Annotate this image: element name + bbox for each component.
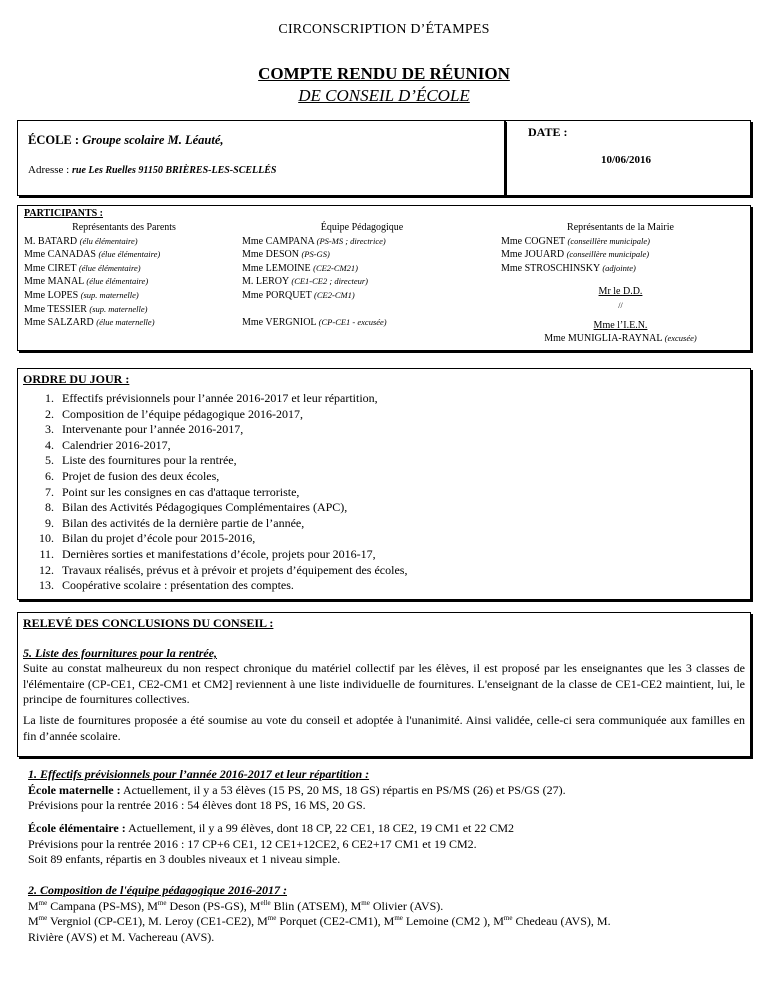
ordre-item-text: Bilan du projet d’école pour 2015-2016, bbox=[62, 531, 256, 546]
maternelle-previsions: Prévisions pour la rentrée 2016 : 54 élèves dont 18 PS, 16 MS, 20 GS. bbox=[28, 798, 366, 812]
ordre-item bbox=[28, 407, 407, 423]
equipe-name: Mme DESON bbox=[242, 249, 299, 261]
report-subtitle: DE CONSEIL D’ÉCOLE bbox=[298, 86, 470, 105]
equipe-row bbox=[242, 248, 482, 262]
section2 bbox=[28, 883, 748, 945]
parents-row bbox=[24, 262, 224, 276]
ordre-item bbox=[28, 469, 407, 485]
ecole-box bbox=[17, 120, 505, 196]
mairie-row bbox=[498, 248, 743, 262]
elementaire-text: Actuellement, il y a 99 élèves, dont 18 CP, 22 CE1, 18 CE2, 19 CM1 et 22 CM2 bbox=[128, 821, 515, 835]
parents-name: Mme CIRET bbox=[24, 262, 77, 274]
adresse-label: Adresse : bbox=[28, 164, 70, 176]
ordre-item-text: Bilan des Activités Pédagogiques Complémentaires (APC), bbox=[62, 500, 348, 515]
sup-me: me bbox=[157, 898, 167, 907]
parents-role: (élu élémentaire) bbox=[79, 235, 138, 246]
ordre-item bbox=[28, 422, 407, 438]
ordre-item-number: 7. bbox=[45, 484, 54, 499]
sup-me: me bbox=[394, 914, 403, 922]
equipe-name: Mme LEMOINE bbox=[242, 262, 311, 274]
text-deson: Deson (PS-GS), M bbox=[166, 898, 261, 913]
parents-row bbox=[24, 275, 224, 289]
ordre-item bbox=[28, 563, 407, 579]
equipe-heading: Équipe Pédagogique bbox=[320, 222, 404, 233]
parents-column bbox=[24, 221, 224, 330]
mairie-list bbox=[498, 235, 743, 276]
ecole-label: ÉCOLE : bbox=[28, 133, 80, 147]
section1 bbox=[28, 767, 748, 814]
equipe-name: Mme VERGNIOL bbox=[242, 317, 317, 329]
equipe-row bbox=[242, 275, 482, 289]
releve-title: RELEVÉ DES CONCLUSIONS DU CONSEIL : bbox=[23, 616, 274, 630]
ordre-item bbox=[28, 438, 407, 454]
dd-label: Mr le D.D. bbox=[598, 286, 643, 298]
sup-elle: elle bbox=[260, 898, 271, 907]
equipe-list bbox=[242, 235, 482, 330]
mairie-column bbox=[498, 221, 743, 346]
parents-row bbox=[24, 235, 224, 249]
parents-row bbox=[24, 303, 224, 317]
mairie-row bbox=[498, 262, 743, 276]
ordre-item-text: Travaux réalisés, prévus et à prévoir et projets d’équipement des écoles, bbox=[62, 562, 408, 577]
equipe-role: (CE2-CM1) bbox=[314, 289, 355, 300]
date-label: DATE : bbox=[528, 125, 568, 139]
report-title: COMPTE RENDU DE RÉUNION bbox=[258, 64, 510, 83]
section2-line-1 bbox=[28, 899, 748, 915]
text-chedeau: Chedeau (AVS), M. bbox=[512, 914, 611, 928]
text-campana: Campana (PS-MS), M bbox=[47, 898, 158, 913]
mairie-role: (conseillère municipale) bbox=[566, 249, 650, 260]
participants-title: PARTICIPANTS : bbox=[24, 208, 104, 219]
section5-paragraph-2: La liste de fournitures proposée a été soumise au vote du conseil et adoptée à l'unanimité. Ainsi validée, celle-ci sera communiquée aux familles en fin d’année scolaire. bbox=[23, 713, 745, 743]
elementaire-soit: Soit 89 enfants, répartis en 3 doubles niveaux et 1 niveau simple. bbox=[28, 852, 341, 866]
equipe-name: Mme CAMPANA bbox=[242, 235, 315, 247]
ordre-item-text: Point sur les consignes en cas d'attaque terroriste, bbox=[62, 484, 300, 499]
text-m: M bbox=[28, 898, 39, 913]
ordre-item-text: Projet de fusion des deux écoles, bbox=[62, 468, 220, 483]
ordre-item-number: 9. bbox=[45, 515, 54, 530]
maternelle-line bbox=[28, 783, 748, 799]
section2-line-3: Rivière (AVS) et M. Vachereau (AVS). bbox=[28, 929, 215, 944]
section5-title: 5. Liste des fournitures pour la rentrée, bbox=[23, 646, 218, 660]
participants-box bbox=[17, 205, 751, 351]
section2-line-2 bbox=[28, 914, 748, 930]
mairie-name: Mme JOUARD bbox=[501, 249, 565, 261]
equipe-row bbox=[242, 262, 482, 276]
ordre-title: ORDRE DU JOUR : bbox=[23, 372, 130, 386]
dd-value: // bbox=[618, 300, 623, 310]
mairie-heading: Représentants de la Mairie bbox=[567, 222, 674, 233]
ordre-item-number: 12. bbox=[39, 562, 54, 577]
ordre-item bbox=[28, 485, 407, 501]
ordre-item bbox=[28, 453, 407, 469]
text-blin: Blin (ATSEM), M bbox=[270, 898, 362, 913]
text-vergniol: Vergniol (CP-CE1), M. Leroy (CE1-CE2), M bbox=[47, 914, 268, 928]
ordre-item-number: 8. bbox=[45, 500, 54, 515]
equipe-row bbox=[242, 289, 482, 303]
ordre-item-number: 1. bbox=[45, 391, 54, 405]
elementaire-line bbox=[28, 821, 748, 837]
ordre-du-jour-box bbox=[17, 368, 751, 600]
ordre-item-number: 3. bbox=[45, 422, 54, 437]
ien-label: Mme l’I.E.N. bbox=[593, 319, 648, 331]
equipe-role: (PS-GS) bbox=[301, 249, 330, 260]
equipe-row bbox=[242, 316, 482, 330]
ordre-item-number: 10. bbox=[39, 531, 54, 546]
ordre-item-text: Effectifs prévisionnels pour l’année 2016-2017 et leur répartition, bbox=[62, 391, 378, 405]
ordre-item-text: Bilan des activités de la dernière partie de l’année, bbox=[62, 515, 305, 530]
equipe-name: Mme PORQUET bbox=[242, 289, 312, 301]
section2-title: 2. Composition de l'équipe pédagogique 2016-2017 : bbox=[28, 883, 287, 897]
parents-row bbox=[24, 289, 224, 303]
mairie-role: (adjointe) bbox=[602, 262, 636, 273]
ordre-item bbox=[28, 547, 407, 563]
parents-name: Mme SALZARD bbox=[24, 317, 94, 329]
parents-name: Mme TESSIER bbox=[24, 303, 87, 315]
ordre-item bbox=[28, 516, 407, 532]
date-value: 10/06/2016 bbox=[600, 154, 652, 166]
section1-elementaire bbox=[28, 821, 748, 868]
equipe-name: M. LEROY bbox=[242, 276, 289, 288]
ordre-item-number: 6. bbox=[45, 468, 54, 483]
ordre-item-number: 2. bbox=[45, 406, 54, 421]
ordre-item-text: Composition de l’équipe pédagogique 2016-2017, bbox=[62, 406, 303, 421]
ordre-item bbox=[28, 391, 407, 407]
elementaire-previsions: Prévisions pour la rentrée 2016 : 17 CP+6 CE1, 12 CE1+12CE2, 6 CE2+17 CM1 et 19 CM2. bbox=[28, 836, 477, 851]
ordre-item bbox=[28, 531, 407, 547]
maternelle-text: Actuellement, il y a 53 élèves (15 PS, 20 MS, 18 GS) répartis en PS/MS (26) et PS/GS (27). bbox=[122, 782, 566, 797]
circonscription-heading: CIRCONSCRIPTION D’ÉTAMPES bbox=[278, 22, 490, 37]
mairie-role: (conseillère municipale) bbox=[567, 235, 651, 246]
parents-name: Mme MANAL bbox=[24, 276, 84, 288]
equipe-role: (PS-MS ; directrice) bbox=[316, 235, 386, 246]
ordre-item-number: 4. bbox=[45, 437, 54, 452]
maternelle-label: École maternelle : bbox=[28, 782, 121, 797]
parents-role: (sup. maternelle) bbox=[89, 303, 148, 314]
parents-row bbox=[24, 316, 224, 330]
equipe-row bbox=[242, 235, 482, 249]
equipe-role: (CE2-CM21) bbox=[313, 262, 358, 273]
mairie-row bbox=[498, 235, 743, 249]
ordre-item-number: 11. bbox=[39, 546, 54, 561]
parents-role: (élue élémentaire) bbox=[78, 262, 141, 273]
ien-role: (excusée) bbox=[664, 333, 697, 344]
ordre-item-text: Dernières sorties et manifestations d’école, projets pour 2016-17, bbox=[62, 546, 376, 561]
equipe-column bbox=[242, 221, 482, 330]
parents-role: (sup. maternelle) bbox=[80, 289, 139, 300]
ordre-item bbox=[28, 578, 407, 594]
ordre-item-text: Liste des fournitures pour la rentrée, bbox=[62, 453, 237, 468]
parents-name: Mme LOPES bbox=[24, 289, 79, 301]
parents-heading: Représentants des Parents bbox=[72, 222, 176, 233]
ordre-list bbox=[28, 391, 407, 594]
ordre-item-number: 5. bbox=[45, 453, 54, 468]
sup-me: me bbox=[267, 914, 277, 922]
section1-title: 1. Effectifs prévisionnels pour l’année 2016-2017 et leur répartition : bbox=[28, 767, 370, 781]
equipe-row bbox=[242, 303, 482, 317]
section5-paragraph-1: Suite au constat malheureux du non respect chronique du matériel collectif par les élèves, il est proposé par les enseignantes que les 3 classes de l'élémentaire (CP-CE1, CE2-CM1 et CM2] reviennent à une liste individuelle de fournitures. L'enseignant de la classe de CE1-CE2 maintient, lui, le principe de fournitures collectives. bbox=[23, 661, 745, 706]
parents-row bbox=[24, 248, 224, 262]
adresse-value: rue Les Ruelles 91150 BRIÈRES-LES-SCELLÉS bbox=[72, 165, 277, 176]
parents-role: (élue élémentaire) bbox=[98, 249, 161, 260]
equipe-role: (CP-CE1 - excusée) bbox=[318, 317, 387, 328]
text-m: M bbox=[28, 914, 39, 928]
parents-role: (élue élémentaire) bbox=[86, 276, 149, 287]
mairie-name: Mme COGNET bbox=[501, 235, 565, 247]
ordre-item bbox=[28, 500, 407, 516]
equipe-role: (CE1-CE2 ; directeur) bbox=[291, 276, 368, 287]
sup-me: me bbox=[38, 898, 48, 907]
adresse-line bbox=[28, 164, 277, 176]
mairie-name: Mme STROSCHINSKY bbox=[501, 262, 600, 274]
parents-name: M. BATARD bbox=[24, 235, 78, 247]
sup-me: me bbox=[361, 898, 370, 907]
ordre-item-number: 13. bbox=[39, 578, 54, 593]
parents-name: Mme CANADAS bbox=[24, 249, 96, 261]
sup-me: me bbox=[503, 914, 513, 922]
date-box bbox=[505, 120, 751, 196]
releve-box bbox=[17, 612, 751, 757]
parents-list bbox=[24, 235, 224, 330]
ecole-name: Groupe scolaire M. Léauté, bbox=[82, 133, 224, 147]
ecole-line bbox=[28, 133, 224, 148]
ien-line bbox=[498, 332, 743, 346]
ordre-item-text: Intervenante pour l’année 2016-2017, bbox=[62, 422, 244, 437]
ien-name: Mme MUNIGLIA-RAYNAL bbox=[544, 333, 663, 345]
text-lemoine: Lemoine (CM2 ), M bbox=[402, 914, 504, 928]
text-porquet: Porquet (CE2-CM1), M bbox=[276, 914, 395, 928]
elementaire-label: École élémentaire : bbox=[28, 821, 126, 835]
text-olivier: Olivier (AVS). bbox=[369, 898, 444, 913]
ordre-item-text: Coopérative scolaire : présentation des comptes. bbox=[62, 578, 294, 593]
sup-me: me bbox=[38, 914, 48, 922]
ordre-item-text: Calendrier 2016-2017, bbox=[62, 437, 171, 452]
parents-role: (élue maternelle) bbox=[96, 317, 155, 328]
